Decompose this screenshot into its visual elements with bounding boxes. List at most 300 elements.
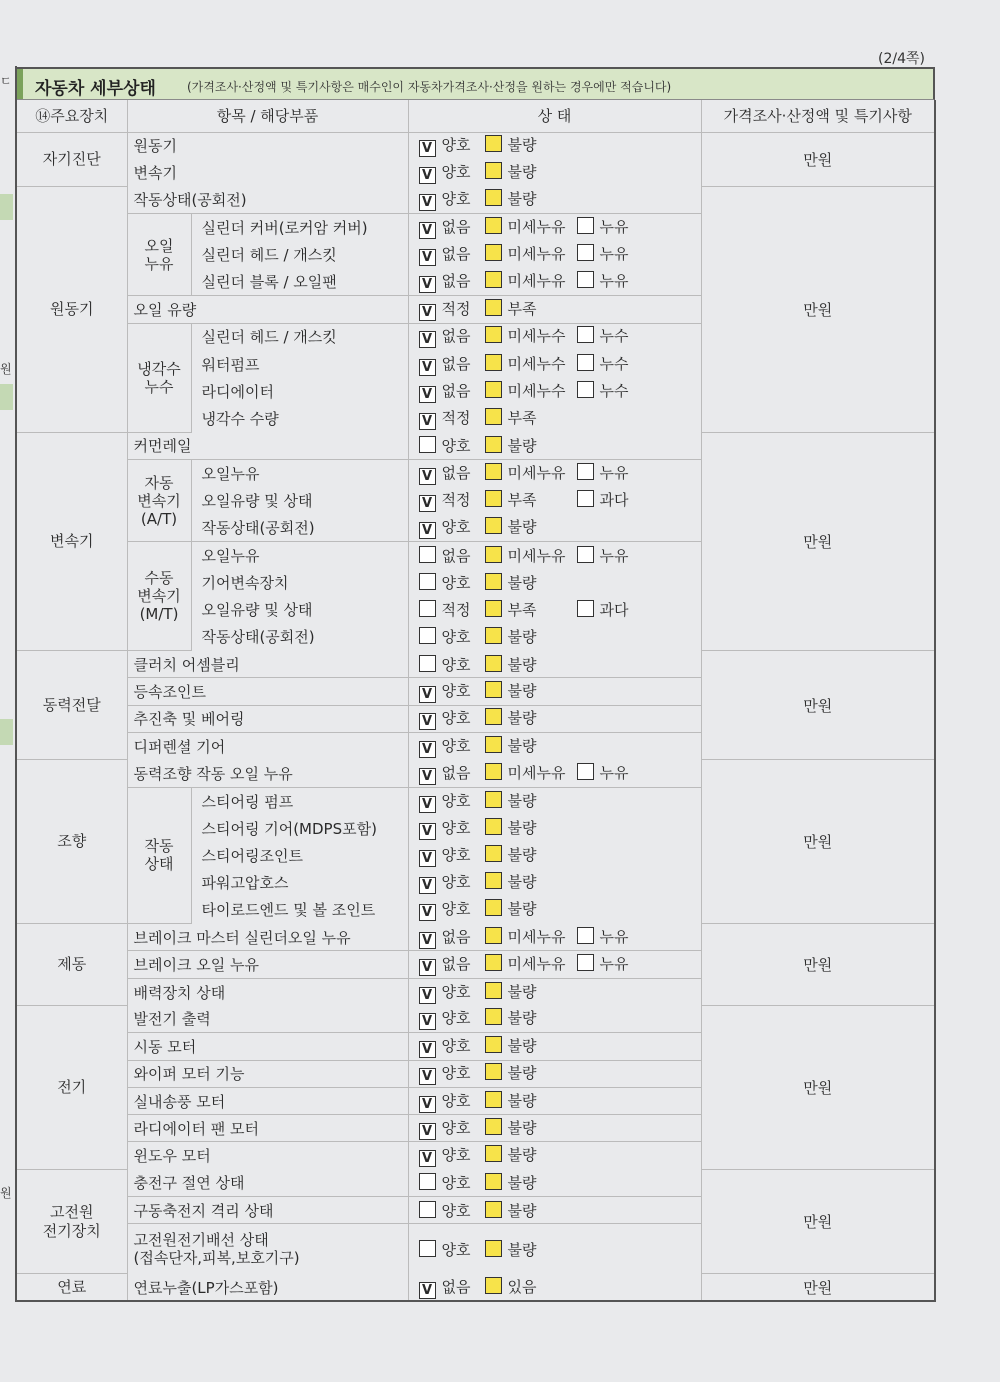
status-option[interactable] [485,572,577,593]
option-label: 불량 [507,518,537,537]
status-option[interactable] [577,270,629,291]
checked-checkbox[interactable]: V [419,140,436,157]
checkbox[interactable] [485,354,502,371]
status-option[interactable] [419,680,485,703]
item-label: 와이퍼 모터 기능 [127,1060,408,1087]
status-option[interactable] [485,134,577,155]
checkbox[interactable] [485,1063,502,1080]
table-row [17,1274,935,1301]
option-label: 없음 [441,327,471,346]
price-cell[interactable]: 만원 [701,187,935,433]
status-option[interactable] [419,735,485,758]
left-margin-tab [0,194,13,220]
option-label: 양호 [441,1201,471,1220]
status-option[interactable] [419,435,485,456]
option-label: 양호 [441,982,471,1001]
status-option[interactable] [485,1200,577,1221]
option-label: 미세누유 [507,245,566,264]
checked-checkbox[interactable]: V [419,222,436,239]
status-option[interactable] [419,1172,485,1193]
status-option[interactable] [419,981,485,1004]
checked-checkbox[interactable]: V [419,904,436,921]
status-cell [408,268,701,295]
status-option[interactable] [419,489,485,512]
status-option[interactable] [419,243,485,266]
checkbox[interactable] [485,217,502,234]
status-option[interactable] [577,953,629,974]
checkbox[interactable] [577,271,594,288]
price-cell[interactable]: 만원 [701,1169,935,1274]
option-label: 불량 [507,136,537,155]
item-label: 타이로드엔드 및 볼 조인트 [201,901,376,920]
price-cell[interactable]: 만원 [701,924,935,1006]
item-label: 오일유량 및 상태 [201,492,313,510]
status-option[interactable] [485,325,577,346]
status-cell [408,951,701,978]
status-option[interactable] [485,953,577,974]
option-label: 불량 [507,818,537,837]
status-cell [408,241,701,268]
status-option[interactable] [485,1276,577,1297]
checkbox[interactable] [485,681,502,698]
status-option[interactable] [485,353,577,374]
status-cell [408,705,701,732]
checkbox[interactable] [577,354,594,371]
option-label: 없음 [441,381,471,400]
status-option[interactable] [485,380,577,401]
checkbox[interactable] [419,546,436,563]
checked-checkbox[interactable]: V [419,768,436,785]
status-option[interactable] [577,545,629,566]
status-option[interactable] [419,134,485,157]
status-option[interactable] [485,1239,577,1260]
checkbox[interactable] [485,1091,502,1108]
status-option[interactable] [577,462,629,483]
status-option[interactable] [485,1007,577,1028]
option-label: 누유 [599,272,629,291]
status-option[interactable] [419,545,485,566]
checked-checkbox[interactable]: V [419,1013,436,1030]
status-option[interactable] [485,1035,577,1056]
option-label: 불량 [507,190,537,209]
status-option[interactable] [577,599,629,620]
status-cell [408,487,701,514]
subgroup-oil_leak: 오일 누유 [127,214,191,296]
status-option[interactable] [419,516,485,539]
checkbox[interactable] [485,408,502,425]
status-cell [408,541,701,568]
option-label: 적정 [441,601,471,620]
status-option[interactable] [485,1062,577,1083]
status-option[interactable] [485,516,577,537]
checkbox[interactable] [419,1240,436,1257]
status-option[interactable] [419,707,485,730]
status-cell [408,842,701,869]
status-option[interactable] [419,599,485,620]
status-option[interactable] [419,1062,485,1085]
status-option[interactable] [577,926,629,947]
option-label: 불량 [507,1091,537,1110]
checkbox[interactable] [485,135,502,152]
left-margin-strip [0,66,17,1302]
status-option[interactable] [485,298,577,319]
checkbox[interactable] [485,381,502,398]
status-option[interactable] [577,762,629,783]
status-option[interactable] [419,188,485,211]
checkbox[interactable] [485,1008,502,1025]
item-label: 시동 모터 [127,1033,408,1060]
checkbox[interactable] [419,573,436,590]
status-option[interactable] [485,216,577,237]
status-option[interactable] [419,380,485,403]
option-label: 양호 [441,190,471,209]
checkbox[interactable] [485,927,502,944]
status-option[interactable] [419,407,485,430]
status-option[interactable] [577,380,629,401]
price-cell[interactable]: 만원 [701,432,935,650]
checked-checkbox[interactable]: V [419,932,436,949]
status-option[interactable] [419,325,485,348]
status-cell [408,214,701,241]
item-label: 기어변속장치 [201,573,289,592]
checked-checkbox[interactable]: V [419,850,436,867]
checkbox[interactable] [485,627,502,644]
section-header [17,67,935,100]
status-cell [408,1169,701,1196]
status-option[interactable] [419,898,485,921]
checkbox[interactable] [485,600,502,617]
item-label: 동력조향 작동 오일 누유 [127,760,408,787]
option-label: 적정 [441,409,471,428]
option-label: 미세누유 [507,463,566,482]
option-label: 없음 [441,245,471,264]
checkbox[interactable] [419,436,436,453]
status-option[interactable] [419,161,485,184]
checkbox[interactable] [485,1145,502,1162]
status-option[interactable] [419,216,485,239]
checked-checkbox[interactable]: V [419,959,436,976]
status-option[interactable] [485,243,577,264]
table-row [17,924,935,951]
checkbox[interactable] [485,271,502,288]
status-option[interactable] [577,243,629,264]
option-label: 미세누수 [507,327,566,346]
checkbox[interactable] [577,381,594,398]
status-option[interactable] [485,1117,577,1138]
checkbox[interactable] [485,189,502,206]
checkbox[interactable] [577,490,594,507]
status-option[interactable] [485,188,577,209]
status-option[interactable] [419,790,485,813]
item-label: 오일유량 및 상태 [201,601,313,620]
checkbox[interactable] [577,954,594,971]
checkbox[interactable] [485,708,502,725]
status-option[interactable] [485,735,577,756]
status-option[interactable] [419,926,485,949]
status-cell [408,733,701,760]
option-label: 양호 [441,1009,471,1028]
status-option[interactable] [485,161,577,182]
checkbox[interactable] [419,600,436,617]
option-label: 누수 [599,381,629,400]
checkbox[interactable] [485,573,502,590]
item-label: 파워고압호스 [201,874,289,893]
status-option[interactable] [419,1007,485,1030]
page-number: (2/4쪽) [878,51,925,67]
status-cell [408,651,701,678]
price-cell[interactable]: 만원 [701,651,935,760]
option-label: 양호 [441,1118,471,1137]
checkbox[interactable] [485,1201,502,1218]
status-option[interactable] [419,762,485,785]
status-option[interactable] [485,762,577,783]
option-label: 양호 [441,709,471,728]
checked-checkbox[interactable]: V [419,249,436,266]
left-margin-tab [0,384,13,410]
checkbox[interactable] [485,517,502,534]
checked-checkbox[interactable]: V [419,796,436,813]
checkbox[interactable] [485,763,502,780]
item-label: 변속기 [133,164,177,183]
option-label: 과다 [599,601,629,620]
status-option[interactable] [577,325,629,346]
checkbox[interactable] [485,1036,502,1053]
checkbox[interactable] [485,791,502,808]
status-option[interactable] [419,298,485,321]
price-cell[interactable]: 만원 [701,1274,935,1301]
checkbox[interactable] [485,463,502,480]
option-label: 불량 [507,1036,537,1055]
checked-checkbox[interactable]: V [419,522,436,539]
table-header-row [17,100,935,132]
status-option[interactable] [577,216,629,237]
option-label: 부족 [507,299,537,318]
checkbox[interactable] [485,818,502,835]
status-option[interactable] [485,844,577,865]
item-label: 오일누유 [201,546,260,565]
status-option[interactable] [419,353,485,376]
option-label: 없음 [441,927,471,946]
status-cell [408,405,701,432]
checkbox[interactable] [577,463,594,480]
checkbox[interactable] [419,655,436,672]
header-accent [17,69,23,99]
item-label: 디퍼렌셜 기어 [133,737,226,756]
status-option[interactable] [419,1117,485,1140]
checked-checkbox[interactable]: V [419,1282,436,1299]
status-option[interactable] [485,462,577,483]
category-brake: 제동 [17,924,127,1006]
item-label: 실린더 커버(로커암 커버) [201,219,368,238]
checkbox[interactable] [577,244,594,261]
checkbox[interactable] [485,736,502,753]
checked-checkbox[interactable]: V [419,713,436,730]
checkbox[interactable] [485,655,502,672]
item-label: 브레이크 마스터 실린더오일 누유 [127,924,408,951]
checked-checkbox[interactable]: V [419,823,436,840]
status-option[interactable] [419,270,485,293]
option-label: 누수 [599,327,629,346]
status-option[interactable] [485,981,577,1002]
status-option[interactable] [485,626,577,647]
price-cell[interactable]: 만원 [701,1006,935,1170]
status-cell [408,787,701,814]
option-label: 불량 [507,682,537,701]
status-option[interactable] [485,680,577,701]
status-option[interactable] [577,489,629,510]
checkbox[interactable] [485,244,502,261]
status-option[interactable] [419,462,485,485]
item-label: 윈도우 모터 [133,1147,211,1166]
item-label: 발전기 출력 [127,1006,408,1033]
option-label: 과다 [599,491,629,509]
checked-checkbox[interactable]: V [419,359,436,376]
option-label: 적정 [441,491,471,509]
item-label: 구동축전지 격리 상태 [127,1197,408,1224]
checkbox[interactable] [485,1118,502,1135]
status-option[interactable] [419,572,485,593]
status-option[interactable] [485,435,577,456]
status-option[interactable] [419,626,485,647]
inspection-table [17,100,936,1302]
status-cell [408,1224,701,1274]
status-option[interactable] [577,353,629,374]
price-cell[interactable]: 만원 [701,132,935,187]
item-label: 스티어링 펌프 [201,792,294,811]
checked-checkbox[interactable]: V [419,386,436,403]
option-label: 양호 [441,873,471,892]
checkbox[interactable] [485,872,502,889]
price-cell[interactable]: 만원 [701,760,935,924]
item-label: 커먼레일 [127,432,408,459]
status-cell [408,978,701,1005]
status-option[interactable] [485,1172,577,1193]
status-cell [408,814,701,841]
status-option[interactable] [485,270,577,291]
status-option[interactable] [485,1090,577,1111]
status-cell [408,432,701,459]
checkbox[interactable] [485,954,502,971]
checked-checkbox[interactable]: V [419,987,436,1004]
checkbox[interactable] [485,490,502,507]
checked-checkbox[interactable]: V [419,877,436,894]
status-option[interactable] [419,1276,485,1299]
option-label: 미세누유 [507,763,566,782]
checked-checkbox[interactable]: V [419,1123,436,1140]
status-option[interactable] [485,926,577,947]
status-option[interactable] [419,1144,485,1167]
status-option[interactable] [419,654,485,675]
status-option[interactable] [419,1239,485,1260]
checkbox[interactable] [485,326,502,343]
checkbox[interactable] [485,299,502,316]
option-label: 불량 [507,709,537,728]
item-label: 원동기 [133,137,177,156]
checkbox[interactable] [485,162,502,179]
checked-checkbox[interactable]: V [419,167,436,184]
checkbox[interactable] [485,1173,502,1190]
status-option[interactable] [485,871,577,892]
status-option[interactable] [485,654,577,675]
checked-checkbox[interactable]: V [419,1041,436,1058]
checked-checkbox[interactable]: V [419,741,436,758]
status-option[interactable] [419,817,485,840]
checkbox[interactable] [577,600,594,617]
status-option[interactable] [485,707,577,728]
status-option[interactable] [485,489,577,510]
checked-checkbox[interactable]: V [419,495,436,512]
status-option[interactable] [485,817,577,838]
checked-checkbox[interactable]: V [419,413,436,430]
status-option[interactable] [419,1035,485,1058]
status-option[interactable] [485,407,577,428]
checkbox[interactable] [485,1240,502,1257]
checkbox[interactable] [419,1201,436,1218]
checkbox[interactable] [577,217,594,234]
checked-checkbox[interactable]: V [419,468,436,485]
checked-checkbox[interactable]: V [419,276,436,293]
checked-checkbox[interactable]: V [419,686,436,703]
left-margin-char: 원 [0,362,12,376]
status-option[interactable] [419,871,485,894]
item-label: 실린더 블록 / 오일팬 [191,268,408,295]
checkbox[interactable] [577,546,594,563]
status-cell [408,460,701,487]
status-option[interactable] [485,545,577,566]
checkbox[interactable] [485,1277,502,1294]
status-option[interactable] [485,599,577,620]
checkbox[interactable] [485,436,502,453]
status-option[interactable] [419,1090,485,1113]
status-option[interactable] [485,898,577,919]
checkbox[interactable] [577,763,594,780]
option-label: 양호 [441,1036,471,1055]
status-option[interactable] [419,953,485,976]
option-label: 부족 [507,409,537,428]
checkbox[interactable] [577,927,594,944]
option-label: 양호 [441,136,471,155]
status-option[interactable] [419,844,485,867]
item-label: 스티어링조인트 [201,846,303,865]
checked-checkbox[interactable]: V [419,194,436,211]
checkbox[interactable] [485,982,502,999]
status-option[interactable] [485,1144,577,1165]
checked-checkbox[interactable]: V [419,331,436,348]
option-label: 양호 [441,573,471,592]
status-option[interactable] [419,1200,485,1221]
checked-checkbox[interactable]: V [419,1150,436,1167]
checkbox[interactable] [577,326,594,343]
table-row [17,1169,935,1196]
checkbox[interactable] [485,845,502,862]
status-option[interactable] [485,790,577,811]
status-cell [408,896,701,923]
option-label: 적정 [441,299,471,318]
category-power: 동력전달 [17,651,127,760]
checked-checkbox[interactable]: V [419,304,436,321]
checkbox[interactable] [485,899,502,916]
item-label: 추진축 및 베어링 [127,705,408,732]
checked-checkbox[interactable]: V [419,1096,436,1113]
option-label: 불량 [507,628,537,647]
option-label: 불량 [507,1118,537,1137]
option-label: 있음 [507,1277,537,1296]
option-label: 양호 [441,437,471,456]
checkbox[interactable] [419,1173,436,1190]
checked-checkbox[interactable]: V [419,1068,436,1085]
checkbox[interactable] [419,627,436,644]
checkbox[interactable] [485,546,502,563]
